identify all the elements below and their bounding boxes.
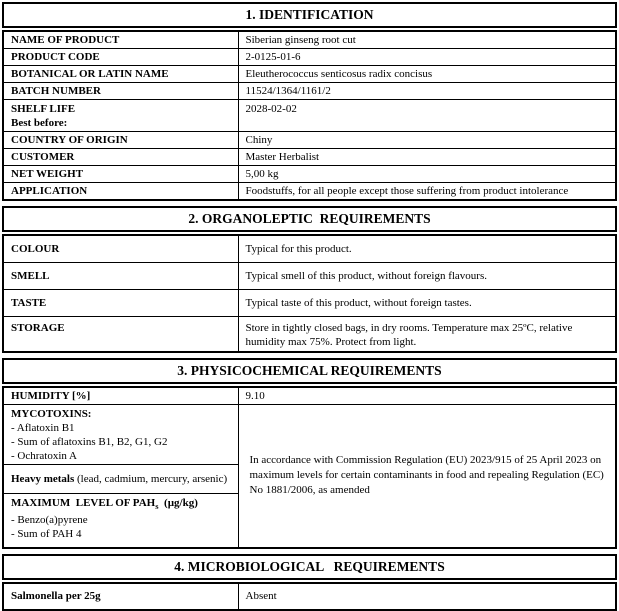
table-row — [3, 49, 616, 66]
field-label: BOTANICAL OR LATIN NAME — [11, 68, 169, 80]
field-value: Eleutherococcus senticosus radix concisus — [245, 68, 433, 80]
field-label: COLOUR — [11, 242, 60, 255]
field-value: 11524/1364/1161/2 — [245, 85, 331, 97]
table-row — [3, 166, 616, 183]
table-row — [3, 262, 616, 289]
field-label: SMELL — [11, 269, 50, 282]
field-label: MAXIMUM LEVEL OF PAH — [11, 497, 156, 509]
field-value: Master Herbalist — [245, 151, 320, 163]
physicochemical-table — [2, 386, 617, 549]
section-organoleptic-header — [2, 206, 617, 232]
field-label: STORAGE — [11, 321, 65, 334]
regulation-note: In accordance with Commission Regulation (EU) 2023/915 of 25 April 2023 on maximum levels for certain contaminants in food and repealing Regulation (EC) No 1881/2006, as amended — [249, 454, 604, 497]
field-value: Typical smell of this product, without foreign flavours. — [245, 269, 487, 282]
table-row — [3, 100, 616, 132]
field-value: 2-0125-01-6 — [245, 51, 301, 63]
field-sublabel: Best before: — [11, 117, 68, 129]
field-label-subscript: s — [155, 501, 159, 512]
table-row — [3, 83, 616, 100]
field-label-cell — [3, 183, 238, 201]
section-title: 3. PHYSICOCHEMICAL REQUIREMENTS — [177, 363, 442, 378]
section-identification-header — [2, 2, 617, 28]
field-label-cell — [3, 262, 238, 289]
field-value-cell — [238, 100, 616, 132]
field-label-cell — [3, 289, 238, 316]
field-value-cell — [238, 387, 616, 405]
field-label-cell — [3, 132, 238, 149]
field-label-cell — [3, 316, 238, 352]
table-row — [3, 66, 616, 83]
table-row — [3, 235, 616, 262]
field-label-detail: (lead, cadmium, mercury, arsenic) — [74, 473, 228, 485]
list-item: - Aflatoxin B1 — [11, 422, 75, 434]
field-value: Typical taste of this product, without foreign tastes. — [245, 296, 472, 309]
heavy-metals-label-cell — [3, 465, 238, 494]
field-value: Store in tightly closed bags, in dry rooms. Temperature max 25ºC, relative humidity max 75%. Protect from light. — [245, 321, 573, 348]
field-label-cell — [3, 166, 238, 183]
field-label: Salmonella per 25g — [11, 590, 101, 602]
field-label-cell — [3, 66, 238, 83]
field-label-cell — [3, 387, 238, 405]
field-value-cell — [238, 149, 616, 166]
field-label: NAME OF PRODUCT — [11, 34, 120, 46]
field-value: 5,00 kg — [245, 168, 279, 180]
table-row — [3, 289, 616, 316]
table-row — [3, 387, 616, 405]
field-label-cell — [3, 83, 238, 100]
field-value: Absent — [245, 590, 277, 602]
field-value-cell — [238, 289, 616, 316]
field-value-cell — [238, 49, 616, 66]
list-item: - Ochratoxin A — [11, 450, 77, 462]
microbiological-table — [2, 582, 617, 611]
pahs-label-cell — [3, 494, 238, 548]
field-label: TASTE — [11, 296, 47, 309]
field-label: NET WEIGHT — [11, 168, 84, 180]
field-label: Heavy metals — [11, 473, 75, 485]
field-value: 2028-02-02 — [245, 103, 297, 115]
table-row — [3, 31, 616, 49]
field-label-unit: (µg/kg) — [158, 497, 198, 509]
field-value: Foodstuffs, for all people except those suffering from product intolerance — [245, 185, 569, 197]
table-row — [3, 183, 616, 201]
field-value-cell — [238, 31, 616, 49]
field-label: COUNTRY OF ORIGIN — [11, 134, 128, 146]
field-value-cell — [238, 316, 616, 352]
field-value: Siberian ginseng root cut — [245, 34, 356, 46]
field-label: CUSTOMER — [11, 151, 75, 163]
field-value-cell — [238, 583, 616, 610]
field-label: HUMIDITY [%] — [11, 390, 91, 402]
section-title: 2. ORGANOLEPTIC REQUIREMENTS — [188, 211, 431, 226]
table-row — [3, 583, 616, 610]
table-row — [3, 149, 616, 166]
section-title: 4. MICROBIOLOGICAL REQUIREMENTS — [174, 558, 445, 574]
field-value: Typical for this product. — [245, 242, 352, 255]
field-value-cell — [238, 132, 616, 149]
field-value-cell — [238, 166, 616, 183]
field-label: MYCOTOXINS: — [11, 408, 92, 420]
field-value: Chiny — [245, 134, 273, 146]
field-label-cell — [3, 583, 238, 610]
organoleptic-table — [2, 234, 617, 353]
list-item: - Sum of PAH 4 — [11, 528, 82, 541]
field-label-cell — [3, 235, 238, 262]
list-item: - Benzo(a)pyrene — [11, 514, 88, 527]
mycotoxins-label-cell — [3, 405, 238, 465]
field-label: PRODUCT CODE — [11, 51, 100, 63]
field-value-cell — [238, 262, 616, 289]
section-physicochemical-header — [2, 358, 617, 384]
field-label-cell — [3, 49, 238, 66]
table-row — [3, 316, 616, 352]
field-label-cell — [3, 31, 238, 49]
field-value-cell — [238, 183, 616, 201]
table-row — [3, 405, 616, 465]
identification-table — [2, 30, 617, 201]
field-label: SHELF LIFE — [11, 103, 76, 115]
field-label-cell — [3, 100, 238, 132]
section-microbiological-header — [2, 554, 617, 580]
field-label: APPLICATION — [11, 185, 88, 197]
field-value-cell — [238, 66, 616, 83]
table-row — [3, 132, 616, 149]
field-value: 9.10 — [245, 390, 265, 402]
list-item: - Sum of aflatoxins B1, B2, G1, G2 — [11, 436, 168, 448]
section-title: 1. IDENTIFICATION — [245, 7, 374, 22]
field-label: BATCH NUMBER — [11, 85, 101, 97]
field-value-cell — [238, 235, 616, 262]
regulation-note-cell — [238, 405, 616, 548]
field-label-cell — [3, 149, 238, 166]
field-value-cell — [238, 83, 616, 100]
